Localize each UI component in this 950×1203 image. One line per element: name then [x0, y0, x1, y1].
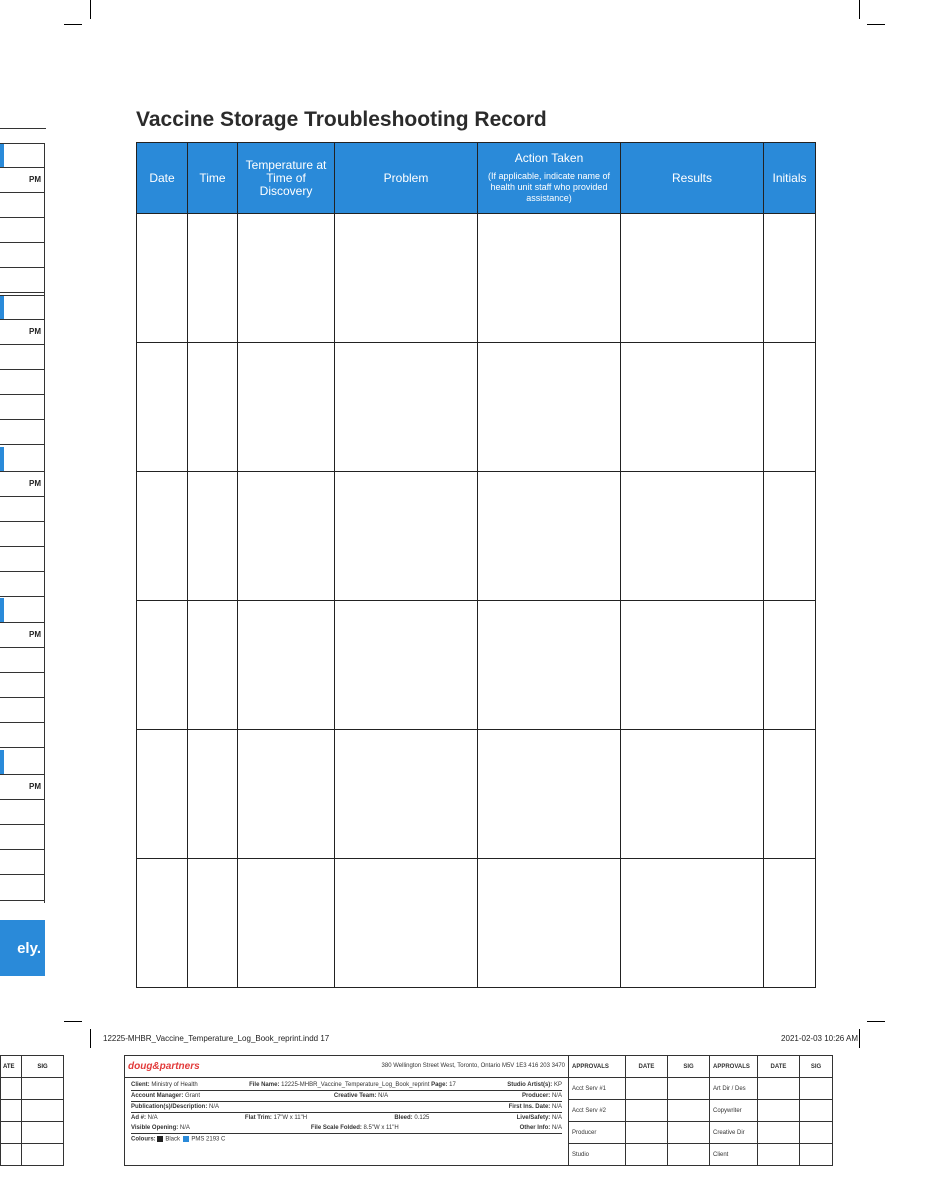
problem-cell[interactable]: [335, 730, 478, 859]
crop-mark: [64, 1021, 82, 1022]
col-action-label: Action Taken: [514, 151, 584, 165]
strip-callout: ely.: [0, 920, 45, 976]
time-cell[interactable]: [188, 472, 238, 601]
crop-mark: [90, 1029, 91, 1048]
action-cell[interactable]: [478, 472, 621, 601]
pm-label: PM: [29, 479, 41, 488]
sig-header: SIG: [22, 1056, 64, 1078]
col-date: Date: [137, 143, 188, 214]
strip-row: [0, 825, 45, 850]
pm-label: PM: [29, 782, 41, 791]
strip-row: [0, 447, 45, 472]
temperature-cell[interactable]: [238, 859, 335, 988]
table-row: [137, 601, 816, 730]
left-slug-table: [0, 1055, 64, 1166]
col-results: Results: [621, 143, 764, 214]
approval-sig-cell[interactable]: [668, 1144, 710, 1166]
strip-row: [0, 698, 45, 723]
problem-cell[interactable]: [335, 343, 478, 472]
approval-label: Client: [710, 1144, 758, 1166]
table-row: [137, 343, 816, 472]
col-action-sub: (If applicable, indicate name of health unit staff who provided assistance): [487, 171, 611, 203]
results-cell[interactable]: [621, 730, 764, 859]
crop-mark: [90, 0, 91, 19]
approval-date-cell[interactable]: [626, 1122, 668, 1144]
initials-cell[interactable]: [764, 859, 816, 988]
approval-date-cell[interactable]: [626, 1100, 668, 1122]
time-cell[interactable]: [188, 343, 238, 472]
approval-date-cell[interactable]: [626, 1078, 668, 1100]
initials-cell[interactable]: [764, 214, 816, 343]
temperature-cell[interactable]: [238, 730, 335, 859]
black-swatch: [157, 1136, 163, 1142]
approval-sig-cell[interactable]: [668, 1078, 710, 1100]
action-cell[interactable]: [478, 343, 621, 472]
date-cell[interactable]: [137, 343, 188, 472]
initials-cell[interactable]: [764, 601, 816, 730]
results-cell[interactable]: [621, 601, 764, 730]
strip-row: [0, 598, 45, 623]
approval-label: Producer: [569, 1122, 626, 1144]
approval-sig-cell[interactable]: [668, 1100, 710, 1122]
pm-label: PM: [29, 630, 41, 639]
time-cell[interactable]: [188, 214, 238, 343]
results-cell[interactable]: [621, 472, 764, 601]
col-time: Time: [188, 143, 238, 214]
crop-mark: [867, 24, 885, 25]
table-row: [137, 859, 816, 988]
info-line: Visible Opening: N/A File Scale Folded: 8.5"W x 11"H Other Info: N/A: [131, 1123, 562, 1134]
sig-header: SIG: [800, 1056, 833, 1078]
crop-mark: [859, 0, 860, 19]
approval-label: Creative Dir: [710, 1122, 758, 1144]
strip-row: [0, 572, 45, 597]
crop-mark: [859, 1029, 860, 1048]
time-cell[interactable]: [188, 730, 238, 859]
info-line: Ad #: N/A Flat Trim: 17"W x 11"H Bleed: 0.125 Live/Safety: N/A: [131, 1115, 562, 1121]
strip-row: [0, 800, 45, 825]
approval-label: Acct Serv #2: [569, 1100, 626, 1122]
slug-header: [125, 1056, 569, 1078]
date-cell[interactable]: [137, 601, 188, 730]
approval-sig-cell[interactable]: [800, 1144, 833, 1166]
strip-row: [0, 193, 45, 218]
table-row: [137, 730, 816, 859]
action-cell[interactable]: [478, 859, 621, 988]
approval-date-cell[interactable]: [758, 1100, 800, 1122]
crop-mark: [867, 1021, 885, 1022]
table-header-row: [137, 143, 816, 214]
slug-datetime: 2021-02-03 10:26 AM: [781, 1034, 858, 1043]
strip-row: [0, 370, 45, 395]
left-strip: [0, 128, 46, 129]
approvals-header: APPROVALS: [710, 1056, 758, 1078]
approval-sig-cell[interactable]: [800, 1100, 833, 1122]
date-cell[interactable]: [137, 214, 188, 343]
info-line: Publication(s)/Description: N/A First Ins. Date: N/A: [131, 1102, 562, 1113]
strip-row: [0, 218, 45, 243]
strip-row: [0, 723, 45, 748]
problem-cell[interactable]: [335, 472, 478, 601]
date-cell[interactable]: [137, 472, 188, 601]
strip-row: [0, 673, 45, 698]
time-cell[interactable]: [188, 859, 238, 988]
pm-label: PM: [29, 175, 41, 184]
date-header: DATE: [758, 1056, 800, 1078]
approval-date-cell[interactable]: [758, 1144, 800, 1166]
col-problem: Problem: [335, 143, 478, 214]
problem-cell[interactable]: [335, 601, 478, 730]
colours-line: Colours: Black PMS 2193 C: [131, 1136, 226, 1143]
strip-row: [0, 876, 45, 901]
strip-row: [0, 320, 45, 345]
info-line: Account Manager: Grant Creative Team: N/A Producer: N/A: [131, 1091, 562, 1102]
results-cell[interactable]: [621, 214, 764, 343]
temperature-cell[interactable]: [238, 214, 335, 343]
col-action: [478, 143, 621, 214]
approval-label: Acct Serv #1: [569, 1078, 626, 1100]
strip-row: [0, 345, 45, 370]
strip-row: [0, 850, 45, 875]
approval-sig-cell[interactable]: [800, 1122, 833, 1144]
date-cell[interactable]: [137, 859, 188, 988]
strip-row: [0, 522, 45, 547]
approval-date-cell[interactable]: [626, 1144, 668, 1166]
action-cell[interactable]: [478, 730, 621, 859]
action-cell[interactable]: [478, 601, 621, 730]
crop-mark: [64, 24, 82, 25]
strip-row: [0, 750, 45, 775]
col-temperature: Temperature at Time of Discovery: [238, 143, 335, 214]
pm-label: PM: [29, 327, 41, 336]
action-cell[interactable]: [478, 214, 621, 343]
strip-row: [0, 420, 45, 445]
initials-cell[interactable]: [764, 343, 816, 472]
job-info: [125, 1078, 569, 1166]
approval-date-cell[interactable]: [758, 1122, 800, 1144]
strip-row: [0, 268, 45, 293]
temperature-cell[interactable]: [238, 343, 335, 472]
strip-row: [0, 143, 45, 168]
table-row: [137, 472, 816, 601]
agency-logo: doug&partners: [128, 1061, 200, 1072]
temperature-cell[interactable]: [238, 601, 335, 730]
approval-date-cell[interactable]: [758, 1078, 800, 1100]
initials-cell[interactable]: [764, 472, 816, 601]
date-cell[interactable]: [137, 730, 188, 859]
date-header: ATE: [1, 1056, 22, 1078]
blue-swatch: [183, 1136, 189, 1142]
approval-sig-cell[interactable]: [668, 1122, 710, 1144]
approval-label: Studio: [569, 1144, 626, 1166]
strip-row: [0, 395, 45, 420]
approval-label: Art Dir / Des: [710, 1078, 758, 1100]
approval-label: Copywriter: [710, 1100, 758, 1122]
problem-cell[interactable]: [335, 859, 478, 988]
slug-table: [124, 1055, 833, 1166]
troubleshooting-table: [136, 142, 816, 988]
approval-sig-cell[interactable]: [800, 1078, 833, 1100]
temperature-cell[interactable]: [238, 472, 335, 601]
results-cell[interactable]: [621, 859, 764, 988]
strip-row: [0, 243, 45, 268]
strip-row: [0, 497, 45, 522]
strip-row: [0, 472, 45, 497]
agency-address: 380 Wellington Street West, Toronto, Ontario M5V 1E3 416 203 3470: [381, 1063, 565, 1069]
time-cell[interactable]: [188, 601, 238, 730]
page-title: Vaccine Storage Troubleshooting Record: [136, 108, 547, 131]
table-row: [137, 214, 816, 343]
strip-row: [0, 295, 45, 320]
strip-row: [0, 547, 45, 572]
date-header: DATE: [626, 1056, 668, 1078]
strip-row: [0, 168, 45, 193]
info-line: Client: Ministry of Health File Name: 12225-MHBR_Vaccine_Temperature_Log_Book_reprint Page: 17 Studio Artist(s): KP: [131, 1080, 562, 1091]
results-cell[interactable]: [621, 343, 764, 472]
slug-filename: 12225-MHBR_Vaccine_Temperature_Log_Book_reprint.indd 17: [103, 1034, 330, 1043]
sig-header: SIG: [668, 1056, 710, 1078]
strip-row: [0, 775, 45, 800]
approvals-header: APPROVALS: [569, 1056, 626, 1078]
initials-cell[interactable]: [764, 730, 816, 859]
col-initials: Initials: [764, 143, 816, 214]
strip-row: [0, 623, 45, 648]
problem-cell[interactable]: [335, 214, 478, 343]
strip-row: [0, 648, 45, 673]
